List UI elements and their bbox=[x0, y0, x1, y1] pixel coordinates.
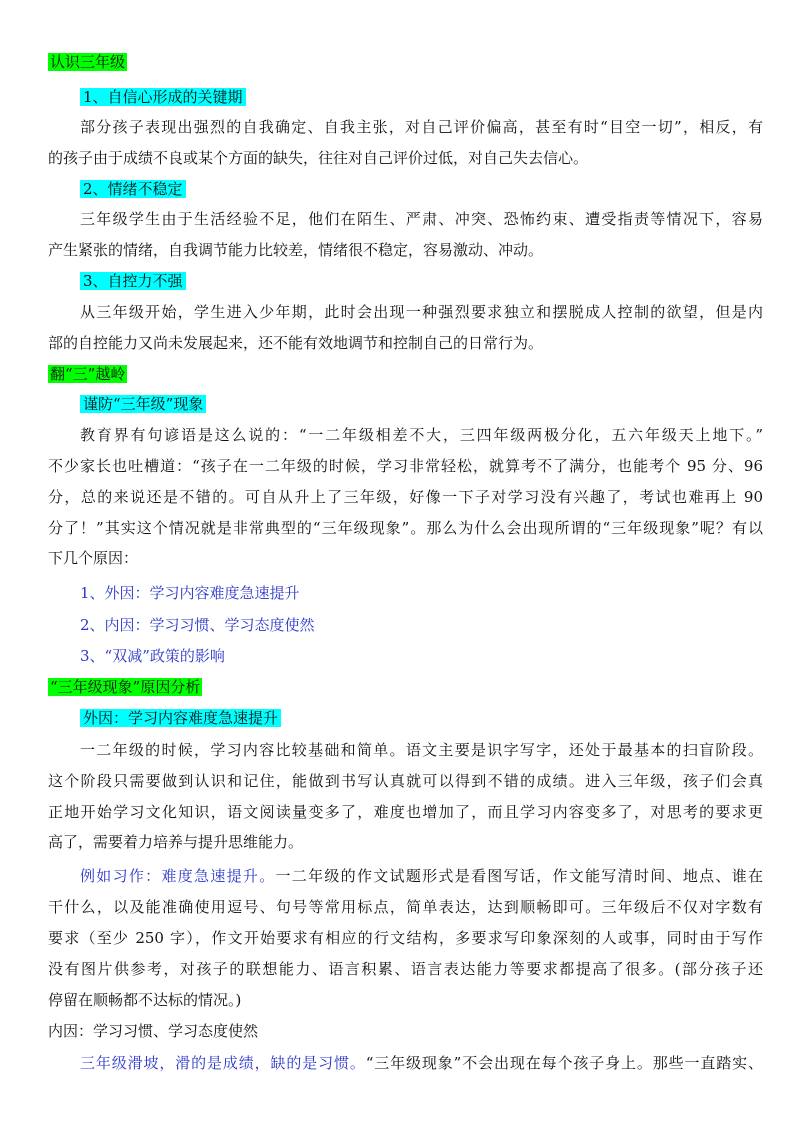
paragraph-line: 分了！”其实这个情况就是非常典型的“三年级现象”。那么为什么会出现所谓的“三年级现象”呢？有以 bbox=[48, 519, 763, 537]
subheading-highlight: 谨防“三年级”现象 bbox=[80, 395, 206, 413]
list-item: 3、“双减”政策的影响 bbox=[80, 647, 225, 665]
paragraph-line: 教育界有句谚语是这么说的：“一二年级相差不大，三四年级两极分化，五六年级天上地下。” bbox=[80, 426, 763, 444]
paragraph-line: 部分孩子表现出强烈的自我确定、自我主张，对自己评价偏高，甚至有时“目空一切”，相反，有 bbox=[80, 118, 763, 136]
subheading bbox=[80, 708, 763, 728]
list-item: 1、外因：学习内容难度急速提升 bbox=[80, 584, 300, 602]
paragraph-line: 高了，需要着力培养与提升思维能力。 bbox=[48, 833, 304, 851]
paragraph-line: 下几个原因： bbox=[48, 549, 139, 567]
paragraph-line bbox=[80, 1053, 763, 1073]
section-heading bbox=[48, 364, 763, 384]
subheading bbox=[80, 87, 763, 107]
section-heading bbox=[48, 677, 763, 697]
paragraph-line: 要求（至少 250 字），作文开始要求有相应的行文结构，多要求写印象深刻的人或事，同时由于写作 bbox=[48, 929, 763, 947]
subheading bbox=[80, 394, 763, 414]
paragraph-line: 不少家长也吐槽道：“孩子在一二年级的时候，学习非常轻松，就算考不了满分，也能考个 95 分、96 bbox=[48, 457, 763, 475]
paragraph-line: 停留在顺畅都不达标的情况。) bbox=[48, 991, 242, 1009]
subheading bbox=[80, 271, 763, 291]
heading-highlight: 翻“三”越岭 bbox=[50, 365, 126, 383]
subheading-plain: 内因：学习习惯、学习态度使然 bbox=[48, 1022, 259, 1040]
paragraph-line bbox=[80, 866, 763, 886]
paragraph-line: 从三年级开始，学生进入少年期，此时会出现一种强烈要求独立和摆脱成人控制的欲望，但是内 bbox=[80, 303, 763, 321]
paragraph-line: 一二年级的时候，学习内容比较基础和简单。语文主要是识字写字，还处于最基本的扫盲阶段。 bbox=[80, 741, 763, 759]
paragraph-text: 一二年级的作文试题形式是看图写话，作文能写清时间、地点、谁在 bbox=[275, 867, 763, 885]
heading-highlight: 认识三年级 bbox=[50, 53, 126, 71]
paragraph-line: 的孩子由于成绩不良或某个方面的缺失，往往对自己评价过低，对自己失去信心。 bbox=[48, 149, 589, 167]
subheading-highlight: 外因：学习内容难度急速提升 bbox=[80, 709, 281, 727]
emphasis-text: 例如习作：难度急速提升。 bbox=[80, 867, 276, 885]
paragraph-line: 干什么，以及能准确使用逗号、句号等常用标点，简单表达，达到顺畅即可。三年级后不仅对字数有 bbox=[48, 898, 763, 916]
paragraph-text: “三年级现象”不会出现在每个孩子身上。那些一直踏实、 bbox=[365, 1054, 763, 1072]
subheading-highlight: 3、自控力不强 bbox=[80, 272, 186, 290]
paragraph-line: 三年级学生由于生活经验不足，他们在陌生、严肃、冲突、恐怖约束、遭受指责等情况下，容易 bbox=[80, 210, 763, 228]
paragraph-line: 部的自控能力又尚未发展起来，还不能有效地调节和控制自己的日常行为。 bbox=[48, 334, 544, 352]
paragraph-line: 产生紧张的情绪，自我调节能力比较差，情绪很不稳定，容易激动、冲动。 bbox=[48, 241, 544, 259]
subheading bbox=[80, 179, 763, 199]
list-item: 2、内因：学习习惯、学习态度使然 bbox=[80, 616, 315, 634]
paragraph-line: 没有图片供参考，对孩子的联想能力、语言积累、语言表达能力等要求都提高了很多。(部分孩子还 bbox=[48, 960, 763, 978]
heading-highlight: “三年级现象”原因分析 bbox=[50, 678, 201, 696]
paragraph-line: 分，总的来说还是不错的。可自从升上了三年级，好像一下子对学习没有兴趣了，考试也难再上 90 bbox=[48, 488, 763, 506]
paragraph-line: 正地开始学习文化知识，语文阅读量变多了，难度也增加了，而且学习内容变多了，对思考的要求更 bbox=[48, 803, 763, 821]
subheading-highlight: 2、情绪不稳定 bbox=[80, 180, 186, 198]
section-heading bbox=[48, 52, 763, 72]
subheading-highlight: 1、自信心形成的关键期 bbox=[80, 88, 246, 106]
paragraph-line: 这个阶段只需要做到认识和记住，能做到书写认真就可以得到不错的成绩。进入三年级，孩子们会真 bbox=[48, 772, 763, 790]
emphasis-text: 三年级滑坡，滑的是成绩，缺的是习惯。 bbox=[80, 1054, 366, 1072]
